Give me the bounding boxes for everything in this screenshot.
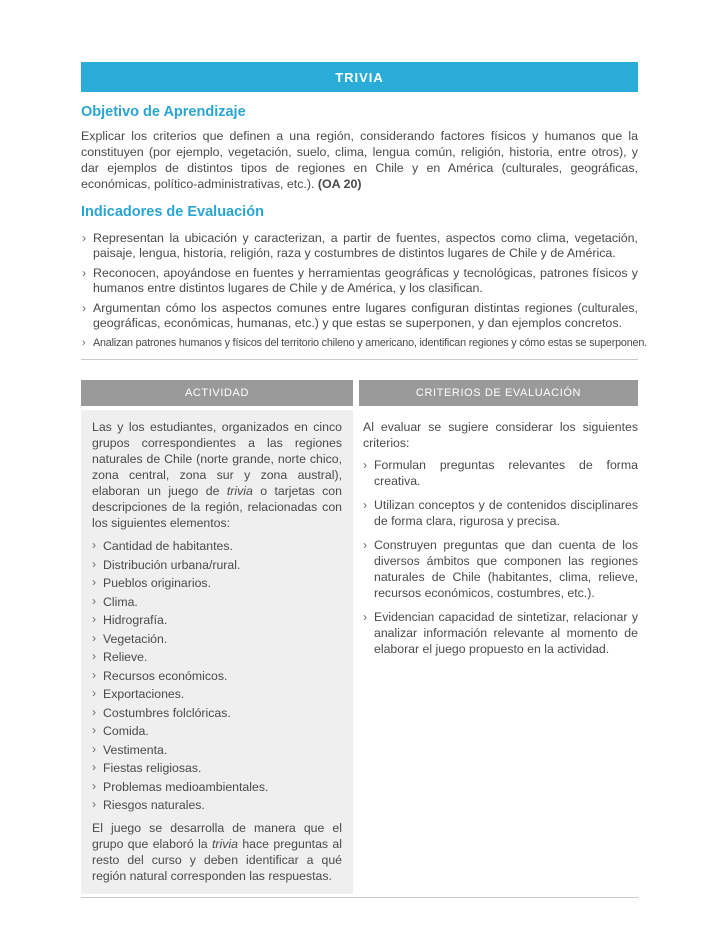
evaluation-table	[81, 380, 638, 894]
criteria-intro: Al evaluar se sugiere considerar los siguientes criterios:	[363, 420, 638, 450]
activity-intro-post: o tarjetas con descripciones de la región, relacionadas con los siguientes elementos:	[92, 484, 342, 530]
activity-closing-pre: El juego se desarrolla de manera que el grupo que elaboró la	[92, 821, 342, 851]
oa-code: (OA 20)	[317, 177, 362, 191]
indicador-item: › Reconocen, apoyándose en fuentes y herramientas geográficas y tecnológicas, patrones físicos y humanos entre distintos lugares de Chile y de América, y los clasifican.	[81, 266, 638, 296]
criteria-list	[363, 457, 638, 657]
element-item: › Vestimenta.	[92, 744, 342, 757]
objetivo-paragraph	[81, 128, 638, 192]
elements-list	[92, 540, 342, 812]
activity-intro-italic: trivia	[226, 484, 253, 498]
indicadores-list	[81, 231, 647, 351]
element-item: › Distribución urbana/rural.	[92, 559, 342, 572]
activity-closing-post: hace preguntas al resto del curso y deben identificar a qué región natural corresponden las respuestas.	[92, 837, 342, 883]
activity-closing	[92, 820, 342, 884]
table-header-criterios: CRITERIOS DE EVALUACIÓN	[359, 380, 638, 406]
element-item: › Clima.	[92, 596, 342, 609]
element-item: › Comida.	[92, 725, 342, 738]
title-bar	[81, 62, 638, 92]
criteria-item: › Construyen preguntas que dan cuenta de los diversos ámbitos que componen las regiones naturales de Chile (habitantes, clima, relieve, recursos económicos, costumbres, etc.).	[363, 537, 638, 601]
element-item: › Vegetación.	[92, 633, 342, 646]
element-item: › Costumbres folclóricas.	[92, 707, 342, 720]
element-item: › Relieve.	[92, 651, 342, 664]
indicadores-heading: Indicadores de Evaluación	[81, 204, 264, 220]
activity-closing-italic: trivia	[212, 837, 238, 851]
objetivo-text: Explicar los criterios que definen a una región, considerando factores físicos y humanos que la constituyen (por ejemplo, vegetación, suelo, clima, lengua común, religión, historia, entre otros), y dar ejemplos de distintos tipos de regiones en Chile y en América (culturales, geográficas, económicas, político-administrativas, etc.).	[81, 129, 638, 191]
activity-intro	[92, 419, 342, 531]
criteria-item: › Utilizan conceptos y de contenidos disciplinares de forma clara, rigurosa y precisa.	[363, 497, 638, 529]
objetivo-heading: Objetivo de Aprendizaje	[81, 104, 246, 120]
indicador-item: › Representan la ubicación y caracterizan, a partir de fuentes, aspectos como clima, vegetación, paisaje, lengua, historia, religión, raza y costumbres de distintos lugares de Chile y de América.	[81, 231, 638, 261]
activity-intro-pre: Las y los estudiantes, organizados en cinco grupos correspondientes a las regiones naturales de Chile (norte grande, norte chico, zona central, zona sur y zona austral), elaboran un juego de	[92, 420, 342, 498]
element-item: › Cantidad de habitantes.	[92, 540, 342, 553]
indicador-item: › Analizan patrones humanos y físicos del territorio chileno y americano, identifican regiones y cómo estas se superponen.	[81, 336, 638, 351]
bottom-divider	[81, 897, 638, 898]
activity-cell	[81, 410, 353, 894]
element-item: › Hidrografía.	[92, 614, 342, 627]
element-item: › Pueblos originarios.	[92, 577, 342, 590]
table-header-row	[81, 380, 638, 406]
document-content	[81, 62, 647, 898]
element-item: › Riesgos naturales.	[92, 799, 342, 812]
criteria-item: › Evidencian capacidad de sintetizar, relacionar y analizar información relevante al momento de elaborar el juego propuesto en la actividad.	[363, 609, 638, 657]
element-item: › Fiestas religiosas.	[92, 762, 342, 775]
section-divider	[81, 359, 638, 360]
criteria-item: › Formulan preguntas relevantes de forma creativa.	[363, 457, 638, 489]
page-title: TRIVIA	[335, 69, 384, 85]
element-item: › Recursos económicos.	[92, 670, 342, 683]
element-item: › Exportaciones.	[92, 688, 342, 701]
indicador-item: › Argumentan cómo los aspectos comunes entre lugares configuran distintas regiones (culturales, geográficas, económicas, humanas, etc.) y que estas se superponen, y dan ejemplos concretos.	[81, 301, 638, 331]
table-header-actividad: ACTIVIDAD	[81, 380, 353, 406]
criteria-cell	[359, 410, 638, 674]
table-body-row	[81, 410, 638, 894]
element-item: › Problemas medioambientales.	[92, 781, 342, 794]
